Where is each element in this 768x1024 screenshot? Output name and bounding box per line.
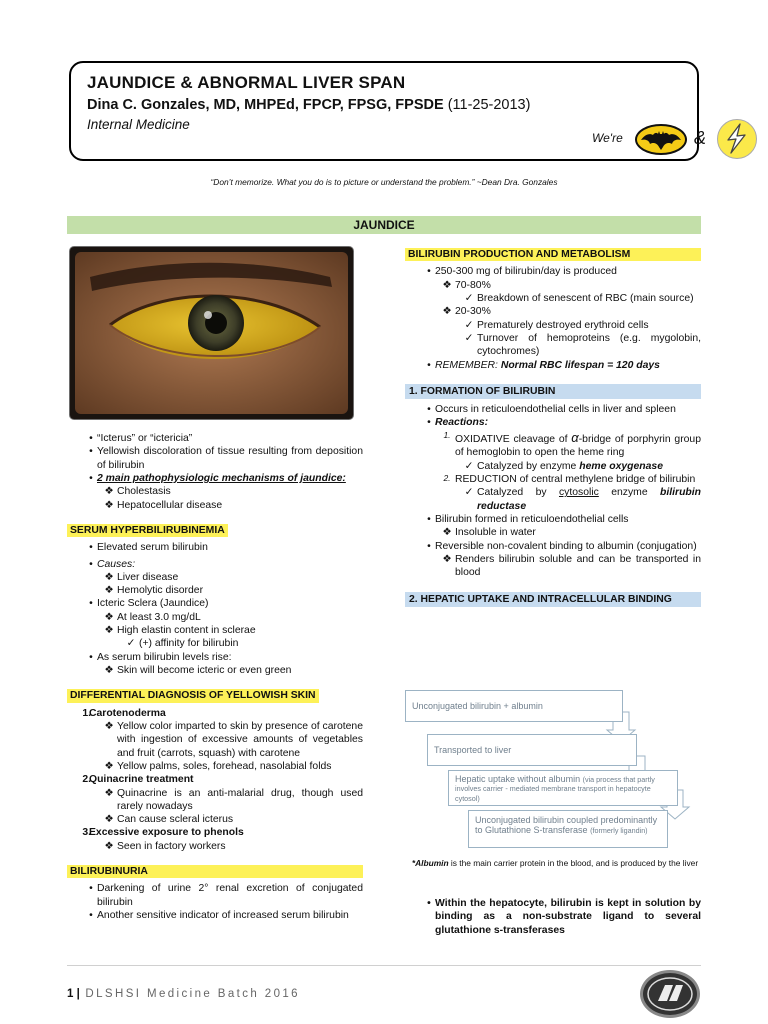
list-item: ✓ Catalyzed by cytosolic enzyme bilirubin reductase [464, 487, 701, 512]
checkmark-icon: ✓ [464, 292, 474, 304]
list-item: ❖ Liver disease [104, 571, 179, 583]
heading-hepatic-uptake: 2. HEPATIC UPTAKE AND INTRACELLULAR BINDING [405, 592, 701, 607]
diamond-bullet-icon: ❖ [104, 665, 114, 676]
list-item: • Reactions: [405, 416, 701, 429]
flow-step-2: Transported to liver [427, 734, 637, 766]
list-item: • “Icterus” or “ictericia” [67, 432, 363, 445]
bullet-icon: • [89, 558, 93, 570]
list-item: • REMEMBER: Normal RBC lifespan = 120 days [405, 359, 701, 372]
list-item: ✓ (+) affinity for bilirubin [126, 638, 239, 650]
list-item: 1. Carotenoderma [67, 707, 363, 720]
diamond-bullet-icon: ❖ [104, 720, 114, 732]
list-item: ❖ Quinacrine is an anti-malarial drug, though used rarely nowadays [104, 787, 363, 812]
diamond-bullet-icon: ❖ [104, 840, 114, 852]
header-box [69, 61, 707, 161]
right-column [405, 248, 701, 611]
diamond-bullet-icon: ❖ [442, 279, 452, 291]
list-item: ❖ Skin will become icteric or even green [104, 665, 292, 676]
checkmark-icon: ✓ [126, 638, 136, 650]
footer [67, 987, 300, 1002]
hepatocyte-note [405, 897, 701, 937]
diamond-bullet-icon: ❖ [104, 611, 114, 623]
bullet-icon: • [427, 266, 431, 278]
hepatic-uptake-flow-diagram [405, 690, 705, 850]
list-item: ❖ Seen in factory workers [104, 840, 226, 852]
lecture-date: (11-25-2013) [447, 96, 531, 113]
checkmark-icon: ✓ [464, 460, 474, 472]
ampersand: & [694, 128, 707, 148]
dean-quote: “Don’t memorize. What you do is to picture or understand the problem.” ~Dean Dra. Gonzales [210, 177, 558, 187]
list-item: • Causes: [67, 558, 363, 571]
page-number: 1 | [67, 988, 80, 1000]
heading-bilirubin-production: BILIRUBIN PRODUCTION AND METABOLISM [405, 248, 701, 261]
list-item: 3. Excessive exposure to phenols [67, 826, 363, 839]
list-item: • Yellowish discoloration of tissue resulting from deposition of bilirubin [67, 445, 363, 472]
department: Internal Medicine [87, 117, 190, 133]
list-item: ❖ Hepatocellular disease [104, 499, 223, 511]
list-item: ❖ Insoluble in water [442, 527, 536, 539]
bullet-icon: • [427, 513, 431, 525]
list-item: ❖ Yellow color imparted to skin by presence of carotene with ingestion of excessive amounts of vegetables and fruit (carrots, squash) with carotene [104, 720, 363, 759]
bullet-icon: • [89, 542, 93, 554]
footer-divider [67, 965, 701, 966]
bullet-icon: • [427, 404, 431, 416]
alpha-symbol: α [571, 429, 579, 445]
heading-formation-of-bilirubin: 1. FORMATION OF BILIRUBIN [405, 384, 701, 399]
bullet-icon: • [89, 446, 93, 458]
diamond-bullet-icon: ❖ [104, 585, 114, 597]
left-column [67, 432, 363, 922]
list-item: ❖ 70-80% [442, 279, 491, 291]
section-heading-jaundice: JAUNDICE [67, 216, 701, 234]
list-item: 2. Quinacrine treatment [67, 773, 363, 786]
were-text: We're [592, 131, 623, 145]
flow-step-3: Hepatic uptake without albumin (via process that partly involves carrier - mediated membrane transport in hepatocyte cytosol) [448, 770, 678, 806]
diamond-bullet-icon: ❖ [104, 760, 114, 772]
list-item: • 2 main pathophysiologic mechanisms of jaundice: [67, 472, 363, 485]
list-item: • Occurs in reticuloendothelial cells in liver and spleen [405, 403, 701, 416]
bullet-icon: • [89, 472, 93, 484]
checkmark-icon: ✓ [464, 319, 474, 331]
list-number: 1. [82, 707, 91, 719]
checkmark-icon: ✓ [464, 332, 474, 344]
diamond-bullet-icon: ❖ [104, 571, 114, 583]
flash-logo-icon [717, 119, 757, 159]
list-item: • Elevated serum bilirubin [67, 541, 363, 554]
bullet-icon: • [89, 651, 93, 663]
bullet-icon: • [427, 540, 431, 552]
jaundiced-eye-photo [70, 247, 353, 419]
list-item: ❖ Can cause scleral icterus [104, 814, 234, 826]
author-name: Dina C. Gonzales, MD, MHPEd, FPCP, FPSG, FPSDE [87, 96, 444, 113]
author-line [87, 96, 681, 115]
list-item: • Icteric Sclera (Jaundice) [67, 597, 363, 610]
diamond-bullet-icon: ❖ [104, 625, 114, 637]
diamond-bullet-icon: ❖ [442, 306, 452, 318]
footer-text: DLSHSI Medicine Batch 2016 [85, 988, 300, 1000]
flow-step-4: Unconjugated bilirubin coupled predominantly to Glutathione S-transferase (formerly ligandin) [468, 810, 668, 848]
list-item: ✓ Prematurely destroyed erythroid cells [464, 319, 649, 331]
list-item: ✓ Catalyzed by enzyme heme oxygenase [464, 460, 663, 472]
bullet-icon: • [89, 598, 93, 610]
list-item: • Within the hepatocyte, bilirubin is kept in solution by binding as a non-substrate ligand to several glutathione s-transferases [405, 897, 701, 937]
list-item: ❖ Yellow palms, soles, forehead, nasolabial folds [104, 760, 332, 772]
list-item: ❖ Renders bilirubin soluble and can be transported in blood [442, 553, 701, 579]
list-item: ❖ At least 3.0 mg/dL [104, 611, 201, 623]
diamond-bullet-icon: ❖ [104, 499, 114, 511]
list-item: • Reversible non-covalent binding to albumin (conjugation) [405, 540, 701, 553]
list-number: 2. [82, 774, 91, 786]
list-item: 2. REDUCTION of central methylene bridge of bilirubin [405, 473, 701, 486]
diamond-bullet-icon: ❖ [104, 814, 114, 826]
list-item: • Bilirubin formed in reticuloendothelial cells [405, 513, 701, 526]
heading-bilirubinuria: BILIRUBINURIA [67, 865, 363, 878]
list-item: 1. OXIDATIVE cleavage of α-bridge of porphyrin group of hemoglobin to open the heme ring [405, 430, 701, 460]
document-title: JAUNDICE & ABNORMAL LIVER SPAN [87, 73, 406, 92]
flow-step-1: Unconjugated bilirubin + albumin [405, 690, 623, 722]
heading-differential-diagnosis: DIFFERENTIAL DIAGNOSIS OF YELLOWISH SKIN [67, 689, 319, 702]
list-item: ❖ Hemolytic disorder [104, 585, 204, 597]
list-item: ❖ High elastin content in sclerae [104, 625, 256, 637]
diamond-bullet-icon: ❖ [442, 553, 452, 565]
bullet-icon: • [89, 910, 93, 921]
list-item: ✓ Breakdown of senescent of RBC (main source) [464, 292, 694, 304]
bullet-icon: • [89, 883, 93, 895]
bullet-icon: • [427, 359, 431, 371]
list-number: 1. [443, 429, 451, 440]
list-item: ❖ 20-30% [442, 306, 491, 318]
list-item: ❖ Cholestasis [104, 486, 171, 498]
list-item: • Darkening of urine 2° renal excretion of conjugated bilirubin [67, 882, 363, 909]
list-item: ✓ Turnover of hemoproteins (e.g. mygolobin, cytochromes) [464, 332, 701, 358]
albumin-note: *Albumin is the main carrier protein in the blood, and is produced by the liver [411, 858, 699, 868]
batman-logo-icon [635, 124, 687, 155]
checkmark-icon: ✓ [464, 487, 474, 499]
list-item: • As serum bilirubin levels rise: [67, 651, 363, 664]
diamond-bullet-icon: ❖ [442, 527, 452, 539]
diamond-bullet-icon: ❖ [104, 486, 114, 498]
heading-serum-hyperbilirubinemia: SERUM HYPERBILIRUBINEMIA [67, 524, 228, 537]
bullet-icon: • [427, 417, 431, 429]
diamond-bullet-icon: ❖ [104, 787, 114, 799]
bullet-icon: • [427, 898, 431, 909]
list-number: 2. [443, 473, 451, 483]
list-item: • Another sensitive indicator of increased serum bilirubin [67, 909, 363, 922]
batch-seal-logo [640, 970, 700, 1018]
bullet-icon: • [89, 433, 93, 444]
list-item: • 250-300 mg of bilirubin/day is produced [405, 265, 701, 278]
list-number: 3. [82, 827, 91, 839]
